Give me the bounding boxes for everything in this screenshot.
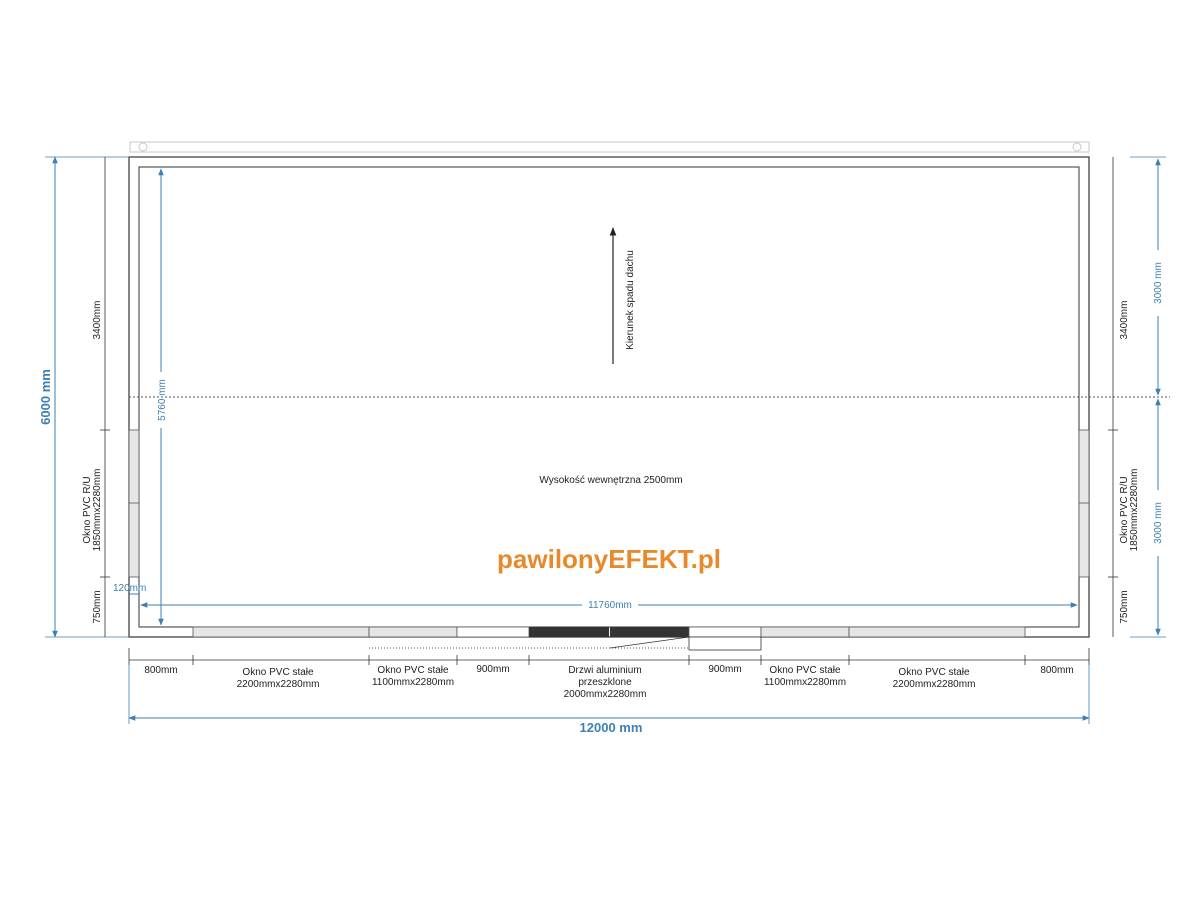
- overall-depth-label: 6000 mm: [38, 369, 53, 425]
- right-top-segment-label: 3400mm: [1119, 300, 1130, 340]
- interior-depth-label: 5760 mm: [157, 379, 168, 421]
- interior-width-label: 11760mm: [588, 600, 632, 611]
- wall-thickness-dimension: [113, 583, 146, 594]
- front-window-4: [849, 627, 1025, 637]
- front-seg-3-label-line1: Okno PVC stałe: [377, 665, 449, 676]
- front-seg-9-label: 800mm: [1040, 665, 1074, 676]
- interior-height-note: Wysokość wewnętrzna 2500mm: [539, 475, 683, 486]
- front-seg-8-label-line1: Okno PVC stałe: [898, 667, 970, 678]
- left-window-label-2: 1850mmx2280mm: [92, 468, 103, 552]
- interior-depth-dimension: [157, 169, 168, 625]
- front-window-1: [193, 627, 369, 637]
- overall-width-label: 12000 mm: [579, 720, 643, 735]
- right-window-label-2: 1850mmx2280mm: [1129, 468, 1140, 552]
- front-seg-7-label-line2: 1100mmx2280mm: [763, 677, 847, 688]
- right-bottom-segment-label: 750mm: [1119, 590, 1130, 624]
- front-seg-4-label: 900mm: [476, 664, 510, 675]
- interior-width-dimension: [141, 600, 1077, 611]
- front-seg-5-label-line3: 2000mmx2280mm: [563, 689, 647, 700]
- front-seg-6-label: 900mm: [708, 664, 742, 675]
- right-span-dimensions: [1130, 157, 1166, 637]
- front-seg-2-label-line1: Okno PVC stałe: [242, 667, 314, 678]
- front-seg-7-label-line1: Okno PVC stałe: [769, 665, 841, 676]
- overall-depth-dimension: [38, 157, 129, 637]
- roof-edge-strip: [130, 142, 1089, 152]
- right-side-window: [1079, 430, 1089, 577]
- front-window-2: [369, 627, 457, 637]
- wall-thickness-label: 120mm: [113, 583, 147, 594]
- front-wall-segment: [689, 627, 761, 637]
- front-seg-1-label: 800mm: [144, 665, 178, 676]
- right-lower-span-label: 3000 mm: [1153, 502, 1164, 544]
- left-window-label-1: Okno PVC R/U: [82, 476, 93, 544]
- front-door: [529, 627, 689, 637]
- right-window-label-1: Okno PVC R/U: [1119, 476, 1130, 544]
- brand-watermark: pawilonyEFEKT.pl: [497, 544, 721, 574]
- left-top-segment-label: 3400mm: [92, 300, 103, 340]
- left-side-window: [129, 430, 139, 577]
- front-seg-3-label-line2: 1100mmx2280mm: [371, 677, 455, 688]
- front-window-3: [761, 627, 849, 637]
- front-seg-5-label-line1: Drzwi aluminium: [568, 665, 642, 676]
- front-seg-8-label-line2: 2200mmx2280mm: [892, 679, 976, 690]
- left-bottom-segment-label: 750mm: [92, 590, 103, 624]
- left-side-dimension-chain: [100, 157, 110, 637]
- roof-slope-label: Kierunek spadu dachu: [625, 250, 636, 350]
- door-step: [369, 637, 761, 650]
- front-dimension-chain: [129, 648, 1089, 665]
- front-seg-5-label-line2: przeszklone: [578, 677, 632, 688]
- front-seg-2-label-line2: 2200mmx2280mm: [236, 679, 320, 690]
- right-upper-span-label: 3000 mm: [1153, 262, 1164, 304]
- front-wall-segment: [457, 627, 529, 637]
